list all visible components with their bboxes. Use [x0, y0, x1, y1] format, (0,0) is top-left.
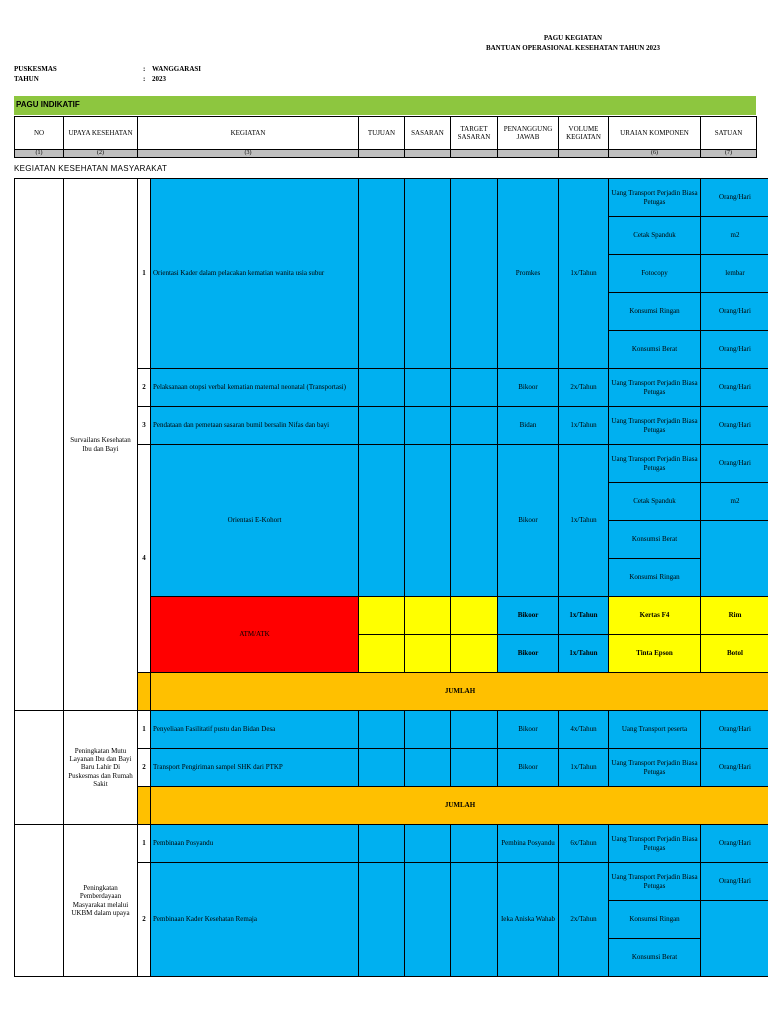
g1-a2-uraian: Uang Transport Perjadin Biasa Petugas: [609, 369, 701, 407]
g1-a4-atk-uraian-1: Tinta Epson: [609, 635, 701, 673]
g1-a4-satuan-2: [701, 521, 768, 597]
doc-title-line1: PAGU KEGIATAN: [543, 34, 603, 42]
g1-a4-uraian-1: Cetak Spanduk: [609, 483, 701, 521]
g3-a1-satuan: Orang/Hari: [701, 825, 768, 863]
g3-a2-kegiatan: Pembinaan Kader Kesehatan Remaja: [151, 863, 359, 977]
col-volume: VOLUME KEGIATAN: [559, 117, 609, 150]
g1-a1-volume: 1x/Tahun: [559, 179, 609, 369]
tahun-colon: :: [143, 75, 146, 83]
colnum-1: (1): [15, 150, 64, 158]
colnum-3: (3): [138, 150, 359, 158]
g1-a2-volume: 2x/Tahun: [559, 369, 609, 407]
col-uraian: URAIAN KOMPONEN: [609, 117, 701, 150]
puskesmas-value: WANGGARASI: [152, 65, 202, 73]
g1-a1-no: 1: [138, 179, 151, 369]
g3-a1-kegiatan: Pembinaan Posyandu: [151, 825, 359, 863]
doc-title-line2: BANTUAN OPERASIONAL KESEHATAN TAHUN 2023: [485, 44, 661, 52]
g1-a3-satuan: Orang/Hari: [701, 407, 768, 445]
g1-a4-atk-satuan-0: Rim: [701, 597, 768, 635]
g1-a2-satuan: Orang/Hari: [701, 369, 768, 407]
col-penanggung: PENANGGUNG JAWAB: [498, 117, 559, 150]
g2-no-cell: [15, 711, 64, 825]
g1-a4-satuan-1: m2: [701, 483, 768, 521]
g1-a4-uraian-2: Konsumsi Berat: [609, 521, 701, 559]
g1-a4-satuan-0: Orang/Hari: [701, 445, 768, 483]
g1-a3-no: 3: [138, 407, 151, 445]
g1-a1-tujuan: [359, 179, 405, 369]
g2-a1-uraian: Uang Transport peserta: [609, 711, 701, 749]
col-upaya: UPAYA KESEHATAN: [64, 117, 138, 150]
tahun-label: TAHUN: [14, 75, 39, 83]
g1-a1-kegiatan: Orientasi Kader dalam pelacakan kematian wanita usia subur: [151, 179, 359, 369]
g1-a4-atk-pj-1: Bikoor: [498, 635, 559, 673]
g3-a1-uraian: Uang Transport Perjadin Biasa Petugas: [609, 825, 701, 863]
g2-a1-kegiatan: Penyeliaan Fasilitatif pustu dan Bidan Desa: [151, 711, 359, 749]
col-no: NO: [15, 117, 64, 150]
pagu-indikatif-label: PAGU INDIKATIF: [16, 100, 80, 109]
g1-a4-atk-volume-1: 1x/Tahun: [559, 635, 609, 673]
g1-a1-uraian-3: Konsumsi Ringan: [609, 293, 701, 331]
g2-a2-volume: 1x/Tahun: [559, 749, 609, 787]
g1-a3-pj: Bidan: [498, 407, 559, 445]
g1-a1-satuan-2: lembar: [701, 255, 768, 293]
g3-no-cell: [15, 825, 64, 977]
activity-table: [14, 178, 768, 977]
g2-a1-pj: Bikoor: [498, 711, 559, 749]
g1-jumlah: JUMLAH: [151, 673, 768, 711]
g1-a4-atk-satuan-1: Botol: [701, 635, 768, 673]
colnum-2: (2): [64, 150, 138, 158]
g2-a2-pj: Bikoor: [498, 749, 559, 787]
g2-a1-satuan: Orang/Hari: [701, 711, 768, 749]
g2-a1-volume: 4x/Tahun: [559, 711, 609, 749]
g3-a1-pj: Pembina Posyandu: [498, 825, 559, 863]
g1-upaya: Survailans Kesehatan Ibu dan Bayi: [64, 179, 138, 711]
g1-a3-volume: 1x/Tahun: [559, 407, 609, 445]
section-title: KEGIATAN KESEHATAN MASYARAKAT: [14, 164, 168, 173]
g1-a4-no: 4: [138, 445, 151, 673]
g1-a1-uraian-1: Cetak Spanduk: [609, 217, 701, 255]
g2-a2-satuan: Orang/Hari: [701, 749, 768, 787]
g3-a2-volume: 2x/Tahun: [559, 863, 609, 977]
g1-a4-kegiatan: Orientasi E-Kohort: [151, 445, 359, 597]
g1-a4-pj: Bikoor: [498, 445, 559, 597]
g3-upaya: Peningkatan Pemberdayaan Masyarakat melalui UKBM dalam upaya: [64, 825, 138, 977]
g3-a1-volume: 6x/Tahun: [559, 825, 609, 863]
g1-no-cell: [15, 179, 64, 711]
g1-a1-pj: Promkes: [498, 179, 559, 369]
g1-a4-atk-pj-0: Bikoor: [498, 597, 559, 635]
g3-a1-no: 1: [138, 825, 151, 863]
g1-a4-volume: 1x/Tahun: [559, 445, 609, 597]
col-target: TARGET SASARAN: [451, 117, 498, 150]
g1-a1-uraian-4: Konsumsi Berat: [609, 331, 701, 369]
puskesmas-colon: :: [143, 65, 146, 73]
header-table: [14, 116, 757, 158]
g1-a2-kegiatan: Pelaksanaan otopsi verbal kematian maternal neonatal (Transportasi): [151, 369, 359, 407]
g1-a1-satuan-3: Orang/Hari: [701, 293, 768, 331]
g2-a2-no: 2: [138, 749, 151, 787]
g3-a2-uraian-2: Konsumsi Berat: [609, 939, 701, 977]
tahun-value: 2023: [152, 75, 166, 83]
col-satuan: SATUAN: [701, 117, 757, 150]
col-tujuan: TUJUAN: [359, 117, 405, 150]
g2-a2-kegiatan: Transport Pengiriman sampel SHK dari PTKP: [151, 749, 359, 787]
g2-jumlah: JUMLAH: [151, 787, 768, 825]
colnum-7: (7): [701, 150, 757, 158]
g1-a1-satuan-1: m2: [701, 217, 768, 255]
g2-a1-no: 1: [138, 711, 151, 749]
g1-a3-kegiatan: Pendataan dan pemetaan sasaran bumil bersalin Nifas dan bayi: [151, 407, 359, 445]
g1-a1-uraian-2: Fotocopy: [609, 255, 701, 293]
g3-a2-uraian-0: Uang Transport Perjadin Biasa Petugas: [609, 863, 701, 901]
g3-a2-no: 2: [138, 863, 151, 977]
g1-a1-satuan-4: Orang/Hari: [701, 331, 768, 369]
g1-a1-sasaran: [405, 179, 451, 369]
pagu-indikatif-band: [14, 96, 756, 115]
g3-a2-uraian-1: Konsumsi Ringan: [609, 901, 701, 939]
g1-a1-satuan-0: Orang/Hari: [701, 179, 768, 217]
g3-a2-satuan-1: [701, 901, 768, 977]
g2-a2-uraian: Uang Transport Perjadin Biasa Petugas: [609, 749, 701, 787]
g1-a3-uraian: Uang Transport Perjadin Biasa Petugas: [609, 407, 701, 445]
g1-a1-target: [451, 179, 498, 369]
g1-a4-atk: ATM/ATK: [151, 597, 359, 673]
g3-a2-satuan-0: Orang/Hari: [701, 863, 768, 901]
col-kegiatan: KEGIATAN: [138, 117, 359, 150]
g1-a4-atk-volume-0: 1x/Tahun: [559, 597, 609, 635]
col-sasaran: SASARAN: [405, 117, 451, 150]
g1-a4-atk-uraian-0: Kertas F4: [609, 597, 701, 635]
puskesmas-label: PUSKESMAS: [14, 65, 57, 73]
g2-upaya: Peningkatan Mutu Layanan Ibu dan Bayi Baru Lahir Di Puskesmas dan Rumah Sakit: [64, 711, 138, 825]
g1-a4-uraian-3: Konsumsi Ringan: [609, 559, 701, 597]
g1-a4-uraian-0: Uang Transport Perjadin Biasa Petugas: [609, 445, 701, 483]
g1-a2-no: 2: [138, 369, 151, 407]
g1-a1-uraian-0: Uang Transport Perjadin Biasa Petugas: [609, 179, 701, 217]
g3-a2-pj: Ieka Aniska Wahab: [498, 863, 559, 977]
colnum-6: (6): [609, 150, 701, 158]
g1-a2-pj: Bikoor: [498, 369, 559, 407]
